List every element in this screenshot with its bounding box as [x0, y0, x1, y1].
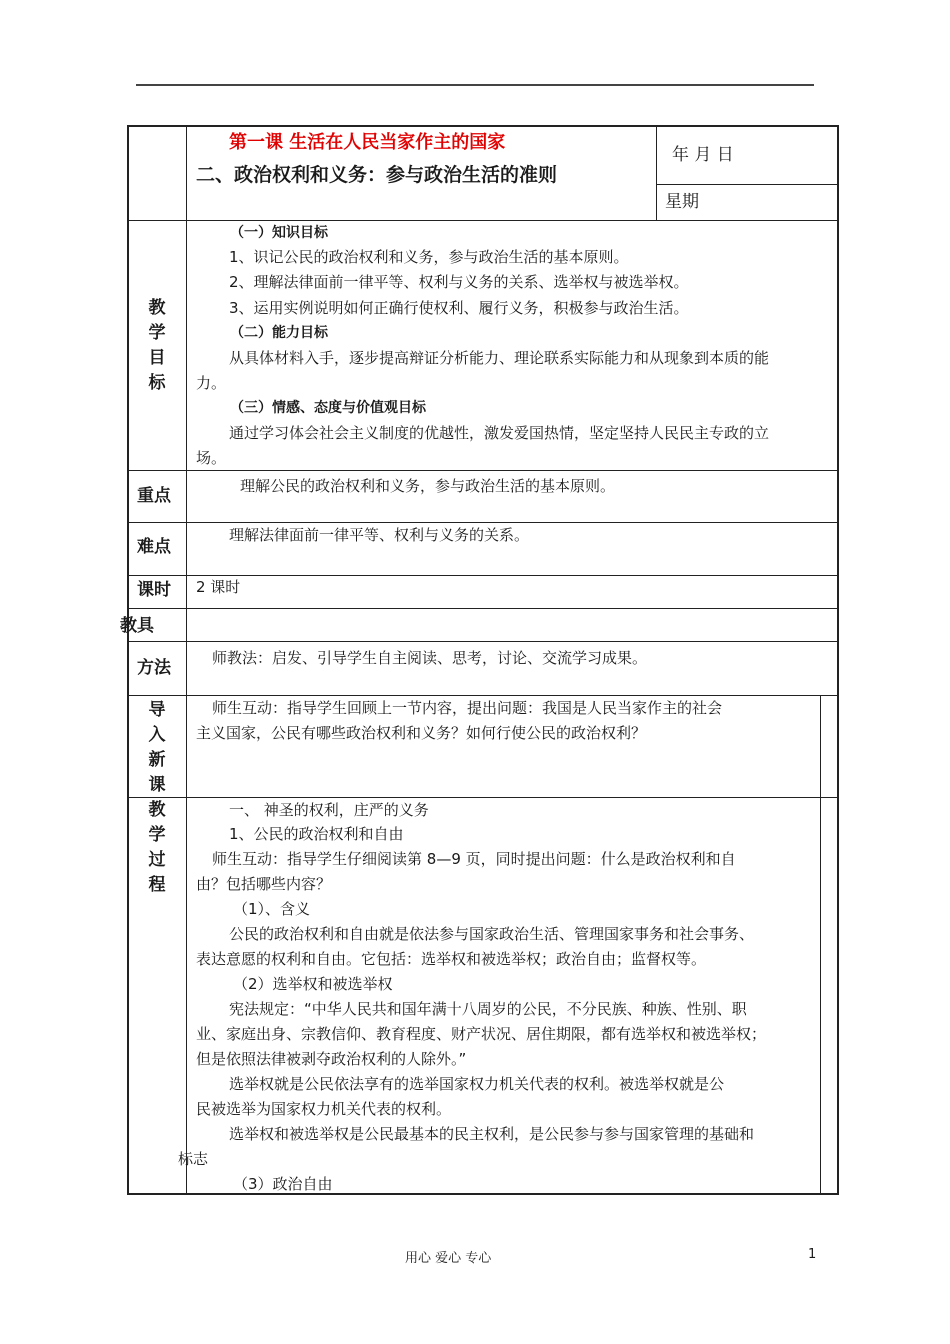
process-line: 宪法规定：“中华人民共和国年满十八周岁的公民，不分民族、种族、性别、职 [229, 1000, 747, 1018]
difficult-point-text: 理解法律面前一律平等、权利与义务的关系。 [229, 526, 530, 544]
row-divider [129, 608, 839, 609]
teaching-tools-label: 教具 [120, 616, 154, 636]
objectives-label [146, 296, 168, 396]
objective-heading: （二）能力目标 [230, 325, 328, 341]
process-line: 但是依照法律被剥夺政治权利的人除外。” [196, 1050, 467, 1068]
process-line: （3）政治自由 [233, 1175, 333, 1193]
page-number: 1 [808, 1247, 817, 1262]
process-line: 选举权和被选举权是公民最基本的民主权利，是公民参与参与国家管理的基础和 [229, 1125, 755, 1143]
process-line: （1）、含义 [233, 900, 311, 918]
process-line: 民被选举为国家权力机关代表的权利。 [196, 1100, 452, 1118]
label-char: 过 [148, 850, 166, 870]
key-point-text: 理解公民的政治权利和义务，参与政治生活的基本原则。 [240, 477, 616, 495]
row-divider [129, 470, 839, 471]
objective-line: 场。 [196, 449, 227, 467]
label-char: 目 [148, 348, 166, 368]
method-label: 方法 [137, 658, 171, 678]
label-column-divider [186, 127, 187, 1195]
right-margin-divider [820, 695, 821, 1195]
date-label: 年 月 日 [672, 145, 734, 165]
label-char: 课 [148, 775, 166, 795]
process-line: 1、公民的政治权利和自由 [229, 825, 404, 843]
objective-line: 3、运用实例说明如何正确行使权利、履行义务，积极参与政治生活。 [229, 299, 689, 317]
process-line: （2）选举权和被选举权 [233, 975, 393, 993]
process-line: 师生互动：指导学生仔细阅读第 8—9 页，同时提出问题：什么是政治权利和自 [212, 850, 736, 868]
objective-heading: （三）情感、态度与价值观目标 [230, 400, 426, 416]
intro-label [146, 698, 168, 798]
objective-line: 从具体材料入手，逐步提高辩证分析能力、理论联系实际能力和从现象到本质的能 [229, 349, 770, 367]
footer-motto: 用心 爱心 专心 [405, 1251, 492, 1266]
row-divider [129, 641, 839, 642]
label-char: 标 [148, 373, 166, 393]
objective-line: 1、识记公民的政治权利和义务，参与政治生活的基本原则。 [229, 248, 629, 266]
label-char: 学 [148, 323, 166, 343]
label-char: 学 [148, 825, 166, 845]
label-char: 程 [148, 875, 166, 895]
header-rule [136, 84, 814, 86]
process-line: 业、家庭出身、宗教信仰、教育程度、财产状况、居住期限，都有选举权和被选举权； [196, 1025, 767, 1043]
process-line: 标志 [178, 1150, 209, 1168]
label-char: 教 [148, 800, 166, 820]
class-hours-label: 课时 [137, 580, 171, 600]
process-line: 表达意愿的权利和自由。它包括：选举权和被选举权；政治自由；监督权等。 [196, 950, 707, 968]
label-char: 入 [148, 725, 166, 745]
class-hours-text: 2 课时 [196, 578, 241, 596]
process-line: 公民的政治权利和自由就是依法参与国家政治生活、管理国家事务和社会事务、 [229, 925, 755, 943]
process-label [146, 798, 168, 898]
lesson-subtitle: 二、政治权利和义务：参与政治生活的准则 [196, 164, 558, 186]
date-divider [656, 184, 839, 185]
process-line: 由？包括哪些内容？ [196, 875, 332, 893]
objective-line: 通过学习体会社会主义制度的优越性，激发爱国热情，坚定坚持人民民主专政的立 [229, 424, 770, 442]
difficult-point-label: 难点 [137, 537, 171, 557]
label-char: 教 [148, 298, 166, 318]
process-line: 一、 神圣的权利，庄严的义务 [229, 801, 429, 819]
objective-line: 力。 [196, 374, 227, 392]
lesson-title: 第一课 生活在人民当家作主的国家 [229, 132, 506, 153]
key-point-label: 重点 [137, 486, 171, 506]
weekday-label: 星期 [665, 192, 699, 212]
intro-line: 主义国家，公民有哪些政治权利和义务？如何行使公民的政治权利？ [196, 724, 647, 742]
date-column-divider [656, 127, 657, 220]
intro-line: 师生互动：指导学生回顾上一节内容，提出问题：我国是人民当家作主的社会 [212, 699, 723, 717]
objective-line: 2、理解法律面前一律平等、权利与义务的关系、选举权与被选举权。 [229, 273, 689, 291]
process-line: 选举权就是公民依法享有的选举国家权力机关代表的权利。被选举权就是公 [229, 1075, 725, 1093]
objective-heading: （一）知识目标 [230, 225, 328, 241]
method-text: 师教法：启发、引导学生自主阅读、思考，讨论、交流学习成果。 [212, 649, 648, 667]
label-char: 新 [148, 750, 166, 770]
label-char: 导 [148, 700, 166, 720]
